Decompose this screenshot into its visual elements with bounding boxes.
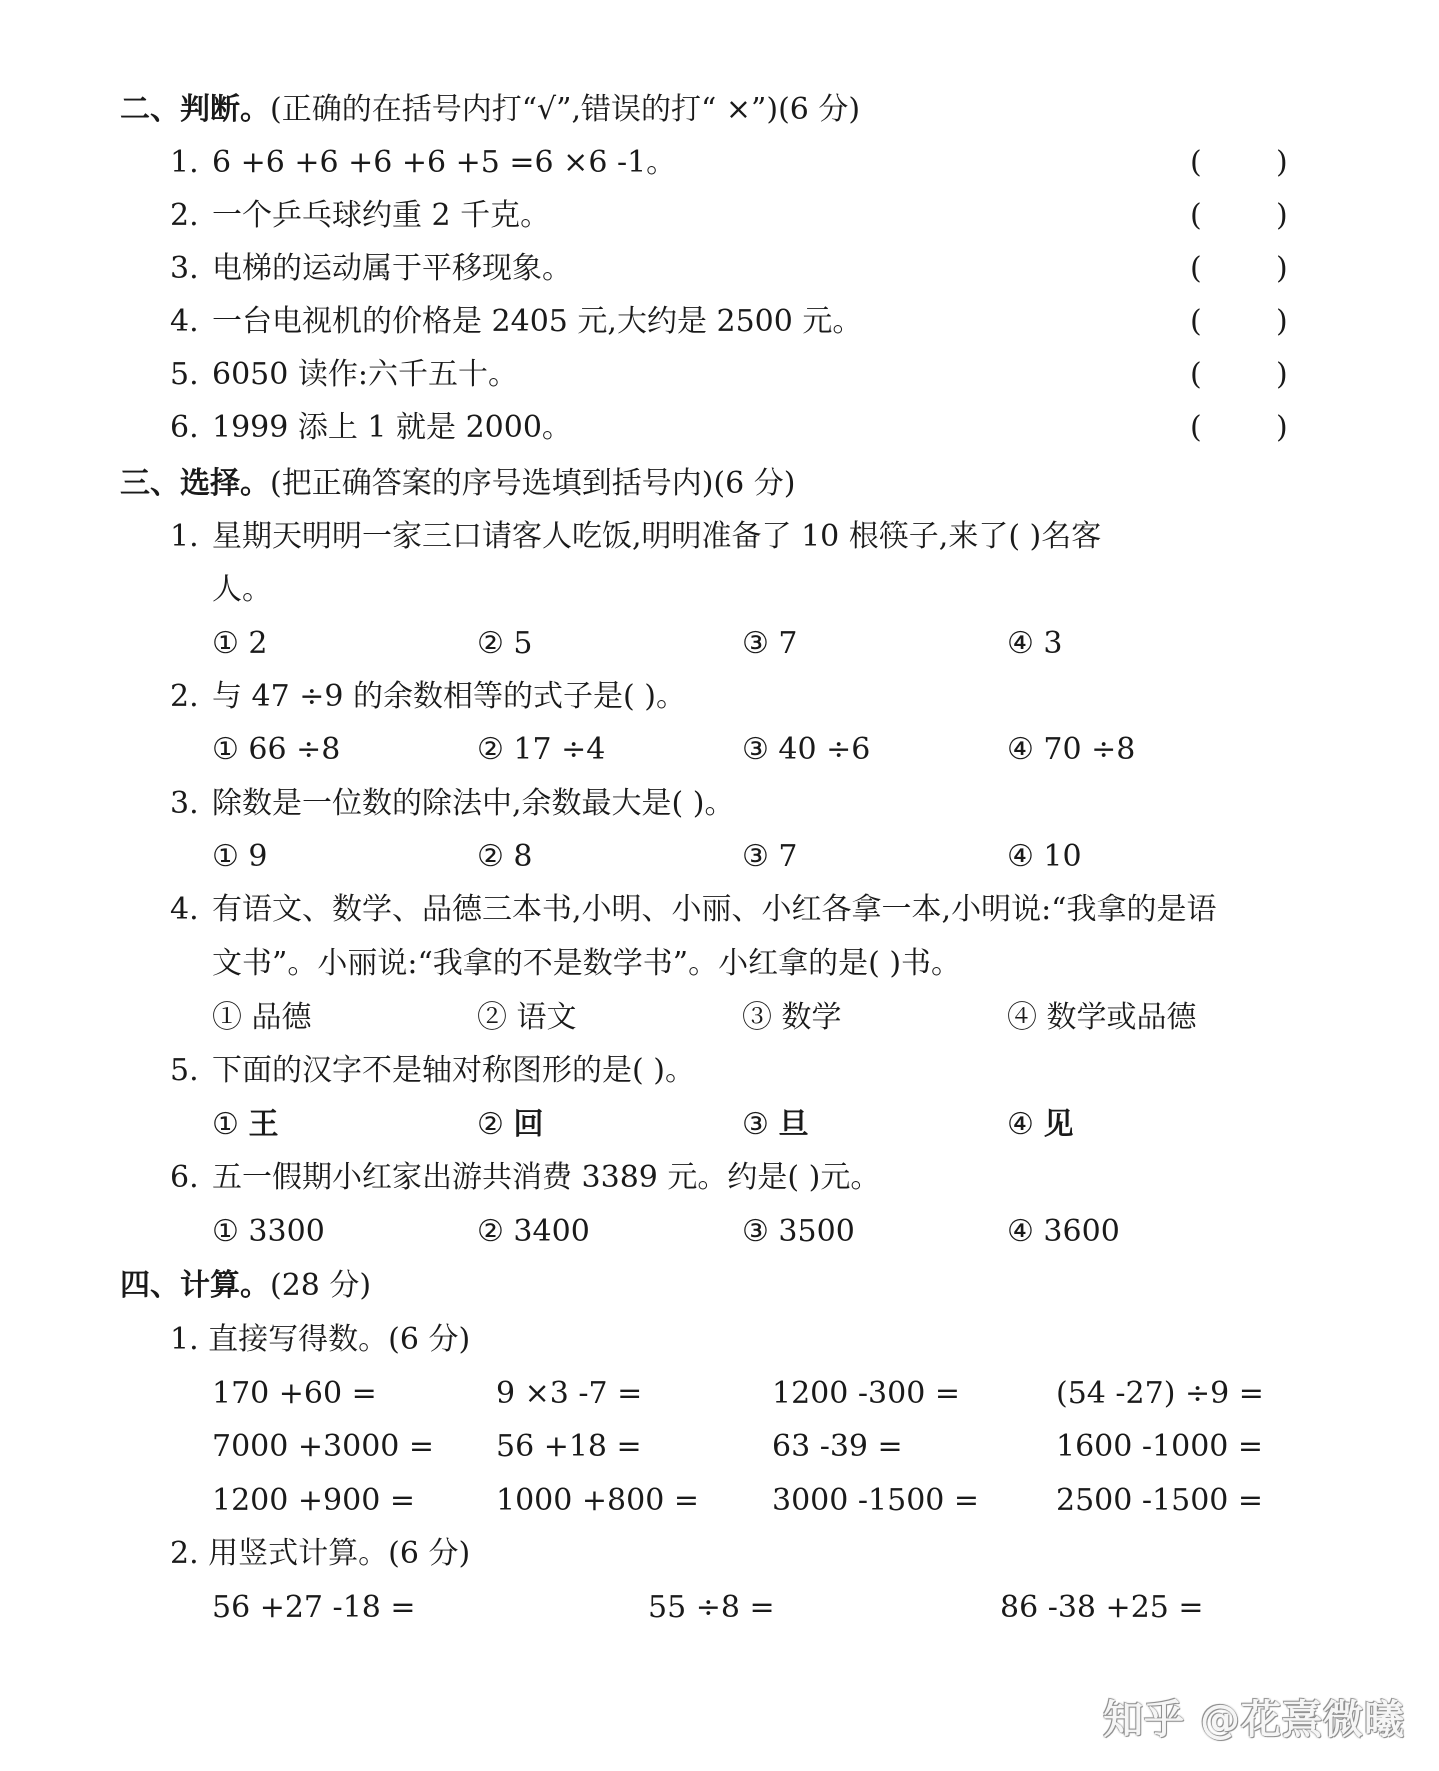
calc-expression: 63 -39 = — [772, 1429, 903, 1464]
calc-expression: 1600 -1000 = — [1056, 1429, 1264, 1464]
question-number: 4. — [170, 892, 199, 927]
question-text: 星期天明明一家三口请客人吃饭,明明准备了 10 根筷子,来了( )名客 — [212, 519, 1102, 554]
calc-expression: 170 +60 = — [212, 1376, 377, 1411]
option-4: ④ 数学或品德 — [1007, 1000, 1197, 1035]
question-text: 与 47 ÷9 的余数相等的式子是( )。 — [212, 679, 686, 714]
item-text: 电梯的运动属于平移现象。 — [212, 251, 572, 286]
item-text: 一个乒乓球约重 2 千克。 — [212, 198, 551, 233]
calc-expression: 2500 -1500 = — [1056, 1483, 1264, 1518]
item-number: 6. — [170, 410, 199, 445]
option-4: ④ 70 ÷8 — [1007, 732, 1136, 767]
calc-expression: 1000 +800 = — [496, 1483, 699, 1518]
option-3: ③ 3500 — [742, 1214, 855, 1249]
calc-expression: 56 +27 -18 = — [212, 1590, 416, 1625]
question-number: 3. — [170, 786, 199, 821]
option-char: 见 — [1043, 1107, 1074, 1142]
option-1: ① 2 — [212, 626, 268, 661]
option-4: ④ 见 — [1007, 1107, 1074, 1142]
option-2: ② 语文 — [477, 1000, 577, 1035]
item-text: 6050 读作:六千五十。 — [212, 357, 518, 392]
option-2: ② 17 ÷4 — [477, 732, 606, 767]
option-2: ② 8 — [477, 839, 533, 874]
section-2-title: 二、判断。 — [120, 92, 270, 127]
section-4-heading — [120, 1266, 371, 1306]
calc-expression: (54 -27) ÷9 = — [1056, 1376, 1264, 1411]
question-text-cont: 文书”。小丽说:“我拿的不是数学书”。小红拿的是( )书。 — [212, 946, 962, 981]
option-4: ④ 3 — [1007, 626, 1063, 661]
section-2-note: (正确的在括号内打“√”,错误的打“ ×”)(6 分) — [270, 92, 861, 127]
calc-expression: 9 ×3 -7 = — [496, 1376, 643, 1411]
calc-expression: 7000 +3000 = — [212, 1429, 435, 1464]
option-char: 王 — [248, 1107, 279, 1142]
option-2: ② 回 — [477, 1107, 544, 1142]
option-1: ① 品德 — [212, 1000, 312, 1035]
option-1: ① 9 — [212, 839, 268, 874]
item-number: 3. — [170, 251, 199, 286]
option-3: ③ 7 — [742, 626, 798, 661]
option-1: ① 王 — [212, 1107, 279, 1142]
option-3: ③ 数学 — [742, 1000, 842, 1035]
option-3: ③ 7 — [742, 839, 798, 874]
item-number: 1. — [170, 145, 199, 180]
option-4: ④ 10 — [1007, 839, 1082, 874]
calc-expression: 3000 -1500 = — [772, 1483, 980, 1518]
calc-expression: 1200 -300 = — [772, 1376, 960, 1411]
question-number: 1. — [170, 519, 199, 554]
section-3-title: 三、选择。 — [120, 466, 270, 501]
option-char: 旦 — [778, 1107, 809, 1142]
section-4-note: (28 分) — [270, 1268, 372, 1303]
option-3: ③ 40 ÷6 — [742, 732, 871, 767]
item-text: 一台电视机的价格是 2405 元,大约是 2500 元。 — [212, 304, 863, 339]
option-1: ① 3300 — [212, 1214, 325, 1249]
watermark: 知乎 @花熹微曦 — [1103, 1697, 1405, 1743]
question-text: 下面的汉字不是轴对称图形的是( )。 — [212, 1053, 695, 1088]
question-text: 除数是一位数的除法中,余数最大是( )。 — [212, 786, 735, 821]
question-text: 五一假期小红家出游共消费 3389 元。约是( )元。 — [212, 1160, 881, 1195]
option-2: ② 3400 — [477, 1214, 590, 1249]
option-3: ③ 旦 — [742, 1107, 809, 1142]
sub-question-2-title: 2. 用竖式计算。(6 分) — [170, 1536, 471, 1571]
calc-expression: 56 +18 = — [496, 1429, 642, 1464]
option-1: ① 66 ÷8 — [212, 732, 341, 767]
item-number: 4. — [170, 304, 199, 339]
item-number: 2. — [170, 198, 199, 233]
question-number: 5. — [170, 1053, 199, 1088]
option-4: ④ 3600 — [1007, 1214, 1120, 1249]
option-char: 回 — [513, 1107, 544, 1142]
question-text: 有语文、数学、品德三本书,小明、小丽、小红各拿一本,小明说:“我拿的是语 — [212, 892, 1217, 927]
section-4-title: 四、计算。 — [120, 1268, 270, 1303]
sub-question-1-title: 1. 直接写得数。(6 分) — [170, 1322, 471, 1357]
section-2-heading — [120, 90, 860, 130]
calc-expression: 86 -38 +25 = — [1000, 1590, 1204, 1625]
item-number: 5. — [170, 357, 199, 392]
item-text: 1999 添上 1 就是 2000。 — [212, 410, 572, 445]
item-text: 6 +6 +6 +6 +6 +5 =6 ×6 -1。 — [212, 145, 677, 180]
question-number: 6. — [170, 1160, 199, 1195]
question-text-cont: 人。 — [212, 572, 272, 607]
calc-expression: 55 ÷8 = — [648, 1590, 775, 1625]
calc-expression: 1200 +900 = — [212, 1483, 415, 1518]
section-3-note: (把正确答案的序号选填到括号内)(6 分) — [270, 466, 796, 501]
section-3-heading — [120, 464, 795, 504]
question-number: 2. — [170, 679, 199, 714]
option-2: ② 5 — [477, 626, 533, 661]
